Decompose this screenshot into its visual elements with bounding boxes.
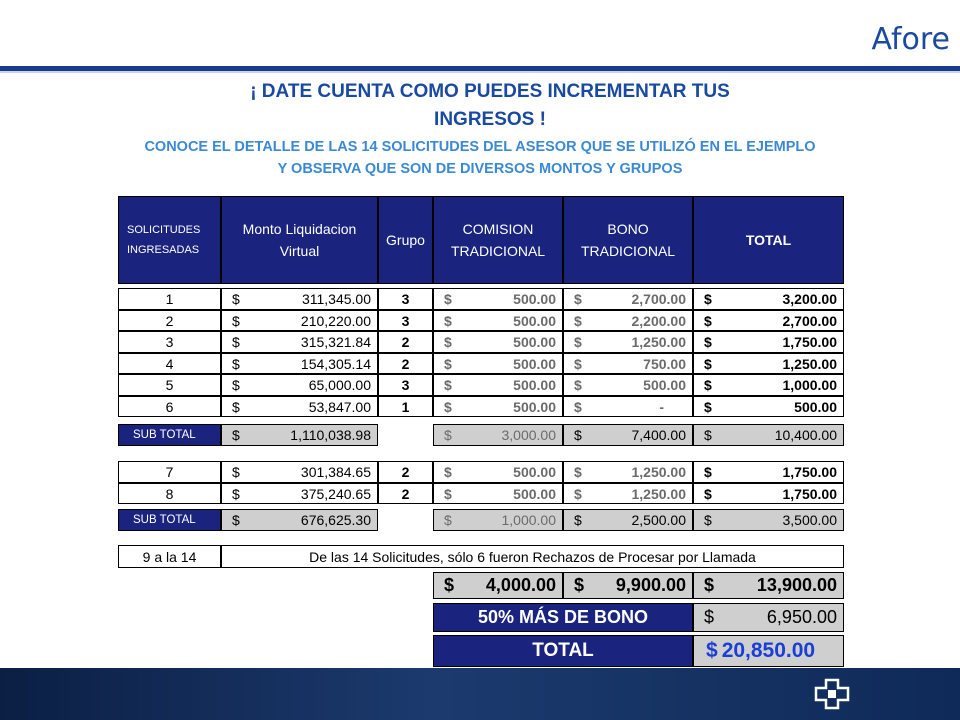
group1-row-6-grupo <box>378 396 433 417</box>
group2-row-7-monto <box>221 461 378 483</box>
subtotal1-label-text: SUB TOTAL <box>133 429 196 441</box>
subtotal1-monto <box>221 424 378 446</box>
subtotal1-bono-value: 7,400.00 <box>631 427 686 443</box>
subtotal1-bono <box>563 424 693 446</box>
group1-row-4-number-text: 4 <box>165 355 174 372</box>
header-total <box>693 196 844 284</box>
group1-row-3-monto-value: 315,321.84 <box>300 334 371 350</box>
subtotal1-label <box>118 424 221 446</box>
group1-row-4-grupo-text: 2 <box>401 355 410 372</box>
group1-row-6-number <box>118 396 221 417</box>
rejected-note-text: De las 14 Solicitudes, sólo 6 fueron Rechazos de Procesar por Llamada <box>309 548 756 565</box>
subtotal2-label <box>118 509 221 531</box>
group2-row-7-monto-value: 301,384.65 <box>300 464 371 480</box>
group1-row-2-total <box>693 310 844 331</box>
group2-row-7-total-symbol: $ <box>704 464 712 480</box>
group2-row-7-total <box>693 461 844 483</box>
group1-row-4-grupo <box>378 353 433 374</box>
group1-row-1-comision-symbol: $ <box>444 291 452 307</box>
group1-row-4-bono-value: 750.00 <box>643 355 686 372</box>
group1-row-5-comision <box>433 374 563 396</box>
grand-total-value: 13,900.00 <box>756 575 837 595</box>
group2-row-8-bono-symbol: $ <box>574 485 582 502</box>
final-total-amount-symbol: $ <box>706 639 718 662</box>
inbursa-logo-icon <box>814 678 850 710</box>
subtotal1-comision <box>433 424 563 446</box>
group1-row-4-comision <box>433 353 563 374</box>
group1-row-4-total-symbol: $ <box>704 355 712 372</box>
group2-row-7-comision <box>433 461 563 483</box>
headline <box>140 78 840 134</box>
group2-row-8-monto-value: 375,240.65 <box>300 485 371 502</box>
group1-row-2-number-text: 2 <box>165 312 174 329</box>
bonus-label-text: 50% MÁS DE BONO <box>477 607 649 627</box>
group1-row-2-grupo-text: 3 <box>401 312 410 329</box>
group1-row-1-comision-value: 500.00 <box>513 291 556 307</box>
header-comision <box>433 196 563 284</box>
grand-bono <box>563 572 693 599</box>
group1-row-1-monto <box>221 288 378 310</box>
header-solicitudes-line-2: INGRESADAS <box>127 244 200 256</box>
group1-row-2-bono <box>563 310 693 331</box>
subtotal2-comision <box>433 509 563 531</box>
brand-title: Afore <box>871 22 950 57</box>
grand-comision <box>433 572 563 599</box>
group1-row-4-monto-symbol: $ <box>232 355 240 372</box>
group1-row-1-comision <box>433 288 563 310</box>
group2-row-7-comision-value: 500.00 <box>513 464 556 480</box>
group1-row-6-total-value: 500.00 <box>794 398 837 415</box>
group2-row-8-number-text: 8 <box>165 485 174 502</box>
header-solicitudes-line-1: SOLICITUDES <box>127 224 201 236</box>
group1-row-6-comision-symbol: $ <box>444 398 452 415</box>
group1-row-2-bono-symbol: $ <box>574 312 582 329</box>
group1-row-6-total <box>693 396 844 417</box>
group1-row-4-monto-value: 154,305.14 <box>300 355 371 372</box>
header-monto <box>221 196 378 284</box>
group2-row-7-bono-value: 1,250.00 <box>631 464 686 480</box>
subtotal1-total <box>693 424 844 446</box>
group1-row-1-total-symbol: $ <box>704 291 712 307</box>
grand-total <box>693 572 844 599</box>
subtotal2-total-symbol: $ <box>704 512 712 528</box>
group2-row-8-total-value: 1,750.00 <box>782 485 837 502</box>
bonus-amount-value: 6,950.00 <box>766 607 837 627</box>
group1-row-3-total-symbol: $ <box>704 334 712 350</box>
group1-row-5-total-value: 1,000.00 <box>782 377 837 393</box>
subtotal1-total-symbol: $ <box>704 427 712 443</box>
group1-row-6-monto-value: 53,847.00 <box>308 398 371 415</box>
group1-row-2-comision-value: 500.00 <box>513 312 556 329</box>
group1-row-1-grupo-text: 3 <box>401 291 410 307</box>
group1-row-3-number-text: 3 <box>165 334 174 350</box>
grand-comision-value: 4,000.00 <box>485 575 556 595</box>
group1-row-3-grupo-text: 2 <box>401 334 410 350</box>
group1-row-5-comision-value: 500.00 <box>513 377 556 393</box>
subtotal2-total-value: 3,500.00 <box>782 512 837 528</box>
group1-row-3-bono-symbol: $ <box>574 334 582 350</box>
subheadline-line-1: CONOCE EL DETALLE DE LAS 14 SOLICITUDES DEL ASESOR QUE SE UTILIZÓ EN EL EJEMPLO <box>144 139 816 155</box>
group1-row-4-monto <box>221 353 378 374</box>
header-bono <box>563 196 693 284</box>
subtotal2-bono <box>563 509 693 531</box>
group1-row-2-comision-symbol: $ <box>444 312 452 329</box>
group2-row-8-bono-value: 1,250.00 <box>631 485 686 502</box>
rejected-note <box>221 545 844 568</box>
group2-row-8-monto <box>221 483 378 504</box>
group1-row-4-bono-symbol: $ <box>574 355 582 372</box>
group1-row-3-grupo <box>378 331 433 353</box>
group1-row-5-grupo-text: 3 <box>401 377 410 393</box>
group1-row-3-comision-value: 500.00 <box>513 334 556 350</box>
group2-row-8-monto-symbol: $ <box>232 485 240 502</box>
header-grupo <box>378 196 433 284</box>
group2-row-7-total-value: 1,750.00 <box>782 464 837 480</box>
final-total-label <box>433 635 693 667</box>
subtotal1-monto-symbol: $ <box>232 427 240 443</box>
group1-row-5-grupo <box>378 374 433 396</box>
group2-row-8-bono <box>563 483 693 504</box>
subtotal2-bono-symbol: $ <box>574 512 582 528</box>
header-comision-line-2: TRADICIONAL <box>450 243 546 259</box>
group2-row-7-number <box>118 461 221 483</box>
group1-row-1-number-text: 1 <box>165 291 174 307</box>
grand-bono-symbol: $ <box>574 575 585 595</box>
group1-row-2-monto-symbol: $ <box>232 312 240 329</box>
group2-row-8-grupo <box>378 483 433 504</box>
group1-row-2-total-value: 2,700.00 <box>782 312 837 329</box>
group1-row-6-bono-symbol: $ <box>574 398 582 415</box>
group1-row-1-total-value: 3,200.00 <box>782 291 837 307</box>
subtotal1-comision-value: 3,000.00 <box>501 427 556 443</box>
group1-row-2-monto-value: 210,220.00 <box>300 312 371 329</box>
final-total-amount-value: 20,850.00 <box>721 639 816 662</box>
group2-row-8-number <box>118 483 221 504</box>
group1-row-3-number <box>118 331 221 353</box>
group1-row-2-total-symbol: $ <box>704 312 712 329</box>
bonus-label <box>433 603 693 632</box>
subtotal1-bono-symbol: $ <box>574 427 582 443</box>
group2-row-7-monto-symbol: $ <box>232 464 240 480</box>
group2-row-8-comision-symbol: $ <box>444 485 452 502</box>
group1-row-5-number <box>118 374 221 396</box>
subtotal2-bono-value: 2,500.00 <box>631 512 686 528</box>
group1-row-4-comision-symbol: $ <box>444 355 452 372</box>
group1-row-6-comision <box>433 396 563 417</box>
group1-row-6-bono-value: - <box>659 398 664 415</box>
group1-row-6-grupo-text: 1 <box>401 398 410 415</box>
group1-row-2-bono-value: 2,200.00 <box>631 312 686 329</box>
group2-row-7-grupo <box>378 461 433 483</box>
group2-row-7-number-text: 7 <box>165 464 174 480</box>
group1-row-4-bono <box>563 353 693 374</box>
group1-row-6-bono <box>563 396 693 417</box>
group1-row-3-bono <box>563 331 693 353</box>
group1-row-5-number-text: 5 <box>165 377 174 393</box>
group1-row-5-bono-value: 500.00 <box>643 377 686 393</box>
group2-row-8-comision <box>433 483 563 504</box>
header-grupo-label: Grupo <box>386 232 425 248</box>
group1-row-4-comision-value: 500.00 <box>513 355 556 372</box>
group1-row-2-grupo <box>378 310 433 331</box>
header-total-label: TOTAL <box>745 232 792 248</box>
group1-row-5-total-symbol: $ <box>704 377 712 393</box>
subtotal2-monto-value: 676,625.30 <box>300 512 371 528</box>
group1-row-5-monto-value: 65,000.00 <box>308 377 371 393</box>
final-total-label-text: TOTAL <box>532 640 594 661</box>
subtotal2-monto <box>221 509 378 531</box>
grand-bono-value: 9,900.00 <box>615 575 686 595</box>
group2-row-8-total-symbol: $ <box>704 485 712 502</box>
group1-row-4-total-value: 1,250.00 <box>782 355 837 372</box>
group1-row-5-bono-symbol: $ <box>574 377 582 393</box>
group1-row-6-total-symbol: $ <box>704 398 712 415</box>
group1-row-1-bono-symbol: $ <box>574 291 582 307</box>
group2-row-7-grupo-text: 2 <box>401 464 410 480</box>
group1-row-6-number-text: 6 <box>165 398 174 415</box>
subheadline <box>10 136 950 180</box>
header-monto-line-2: Virtual <box>279 243 320 259</box>
group1-row-5-monto-symbol: $ <box>232 377 240 393</box>
grand-total-symbol: $ <box>704 575 715 595</box>
group1-row-6-monto-symbol: $ <box>232 398 240 415</box>
grand-comision-symbol: $ <box>444 575 455 595</box>
group1-row-5-bono <box>563 374 693 396</box>
group1-row-5-comision-symbol: $ <box>444 377 452 393</box>
final-total-amount <box>693 635 844 667</box>
group1-row-1-number <box>118 288 221 310</box>
headline-line-2: INGRESOS ! <box>434 109 546 130</box>
subtotal1-comision-symbol: $ <box>444 427 452 443</box>
subtotal1-monto-value: 1,110,038.98 <box>290 427 371 443</box>
group1-row-4-number <box>118 353 221 374</box>
subtotal2-monto-symbol: $ <box>232 512 240 528</box>
bonus-amount <box>693 603 844 632</box>
group1-row-3-comision <box>433 331 563 353</box>
group1-row-3-monto-symbol: $ <box>232 334 240 350</box>
header-bono-line-2: TRADICIONAL <box>580 243 676 259</box>
group1-row-1-monto-symbol: $ <box>232 291 240 307</box>
subheadline-line-2: Y OBSERVA QUE SON DE DIVERSOS MONTOS Y GRUPOS <box>277 161 683 177</box>
subtotal2-total <box>693 509 844 531</box>
group2-row-8-comision-value: 500.00 <box>513 485 556 502</box>
rejected-range-text: 9 a la 14 <box>142 548 197 565</box>
subtotal2-comision-value: 1,000.00 <box>501 512 556 528</box>
group1-row-1-monto-value: 311,345.00 <box>301 291 371 307</box>
group1-row-5-total <box>693 374 844 396</box>
headline-line-1: ¡ DATE CUENTA COMO PUEDES INCREMENTAR TUS <box>250 81 730 102</box>
group1-row-3-total-value: 1,750.00 <box>782 334 837 350</box>
header-comision-line-1: COMISION <box>462 221 534 237</box>
group2-row-8-total <box>693 483 844 504</box>
header-rule <box>0 66 960 71</box>
group1-row-6-monto <box>221 396 378 417</box>
group1-row-2-number <box>118 310 221 331</box>
group1-row-2-comision <box>433 310 563 331</box>
group1-row-3-monto <box>221 331 378 353</box>
subtotal2-comision-symbol: $ <box>444 512 452 528</box>
group1-row-6-comision-value: 500.00 <box>513 398 556 415</box>
group2-row-7-bono-symbol: $ <box>574 464 582 480</box>
group2-row-8-grupo-text: 2 <box>401 485 410 502</box>
group1-row-3-total <box>693 331 844 353</box>
group1-row-1-bono <box>563 288 693 310</box>
subtotal2-label-text: SUB TOTAL <box>133 514 196 526</box>
group2-row-7-bono <box>563 461 693 483</box>
group1-row-3-bono-value: 1,250.00 <box>631 334 686 350</box>
header-solicitudes <box>118 196 221 284</box>
group2-row-7-comision-symbol: $ <box>444 464 452 480</box>
group1-row-1-grupo <box>378 288 433 310</box>
group1-row-4-total <box>693 353 844 374</box>
group1-row-5-monto <box>221 374 378 396</box>
group1-row-2-monto <box>221 310 378 331</box>
group1-row-1-total <box>693 288 844 310</box>
header-bono-line-1: BONO <box>607 221 649 237</box>
subtotal1-total-value: 10,400.00 <box>774 427 837 443</box>
header-monto-line-1: Monto Liquidacion <box>242 221 357 237</box>
bonus-amount-symbol: $ <box>704 607 715 627</box>
group1-row-3-comision-symbol: $ <box>444 334 452 350</box>
rejected-range <box>118 545 221 568</box>
group1-row-1-bono-value: 2,700.00 <box>631 291 686 307</box>
